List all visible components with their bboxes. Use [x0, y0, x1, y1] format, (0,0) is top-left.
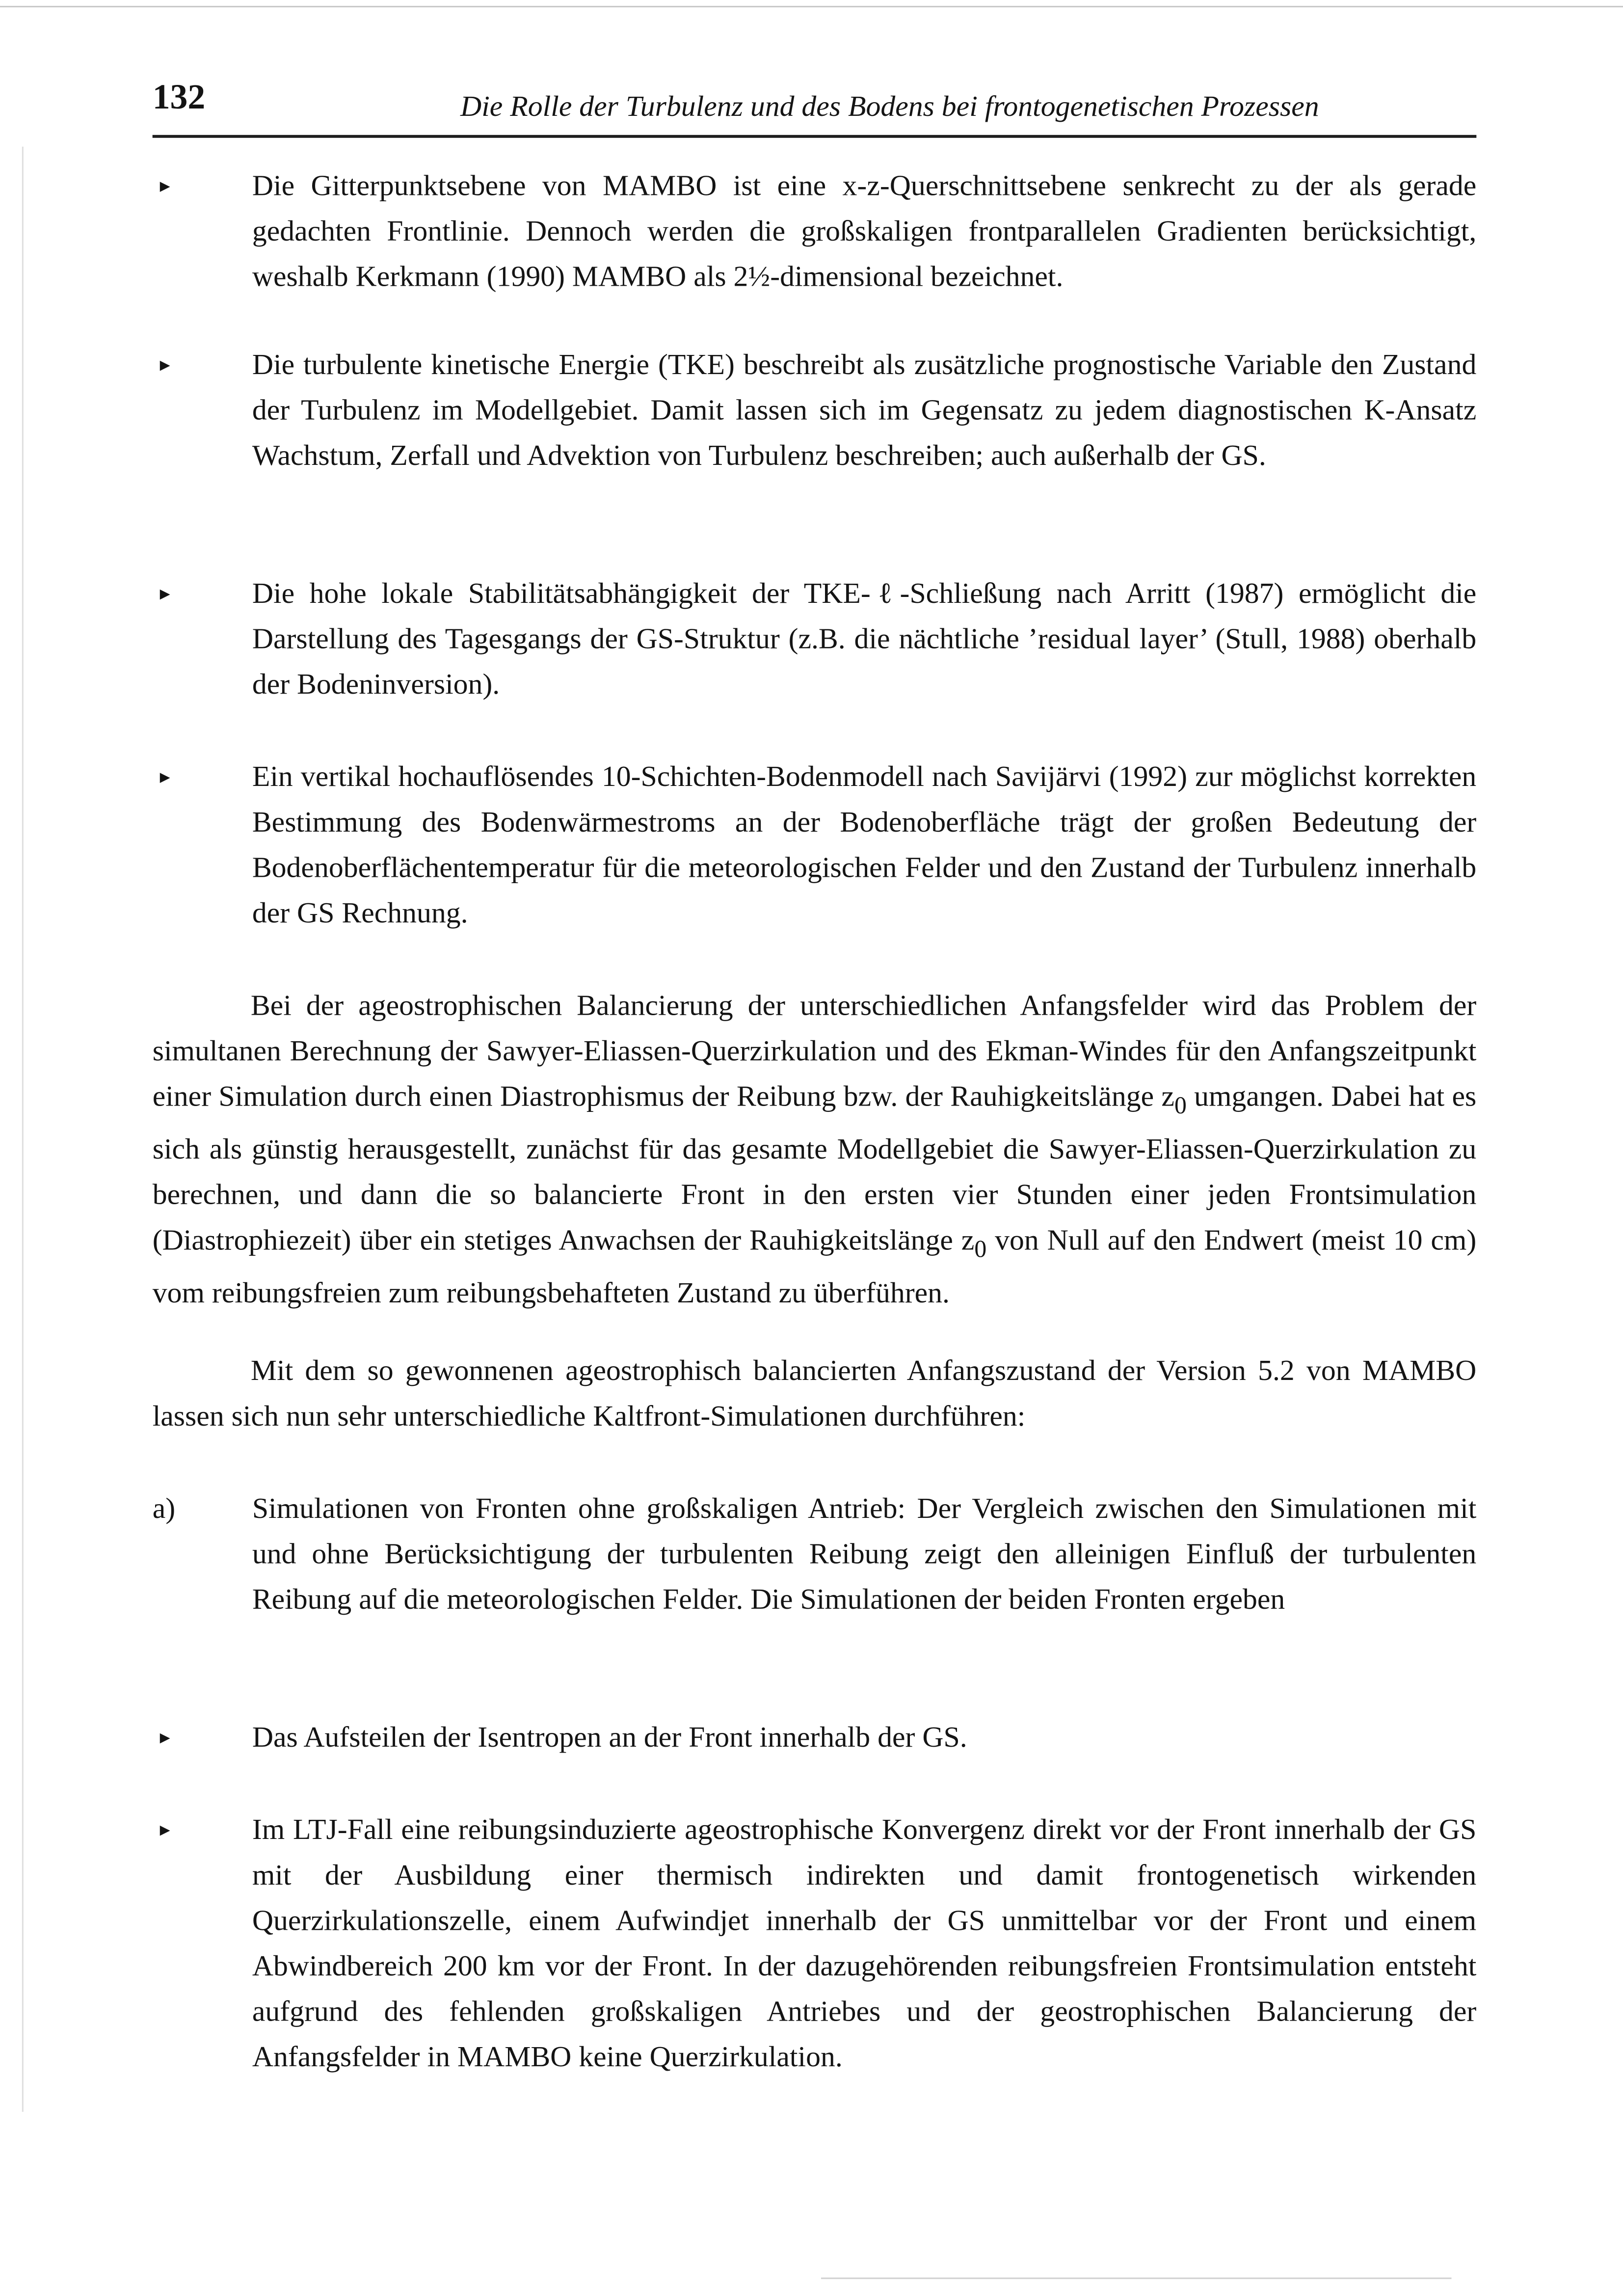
subscript: 0 [974, 1235, 987, 1263]
scan-edge-top [0, 6, 1623, 7]
list-item: Simulationen von Fronten ohne großskaligen Antrieb: Der Vergleich zwischen den Simulationen mit und ohne Berücksichtigung der turbulenten Reibung zeigt den alleinigen Einfluß der turbulenten Reibung auf die meteorologischen Felder. Die Simulationen der beiden Fronten ergeben [252, 1493, 1477, 1617]
header-rule [153, 135, 1477, 138]
scan-edge-left [22, 147, 24, 2112]
subscript: 0 [1174, 1091, 1187, 1119]
bullet-marker: ▸ [160, 354, 170, 377]
page-number: 132 [152, 79, 206, 117]
paragraph-text: von Null auf den Endwert (meist 10 cm) vom reibungsfreien zum reibungsbehafteten Zustand zu überführen. [152, 1224, 1477, 1310]
list-label: a) [152, 1493, 176, 1525]
bullet-item: Im LTJ-Fall eine reibungsinduzierte ageostrophische Konvergenz direkt vor der Front innerhalb der GS mit der Ausbildung einer thermisch indirekten und damit frontogenetisch wirkenden Querzirkulationszelle, einem Aufwindjet innerhalb der GS unmittelbar vor der Front und einem Abwindbereich 200 km vor der Front. In der dazugehörenden reibungsfreien Frontsimulation entsteht aufgrund des fehlenden großskaligen Antriebes und der geostrophischen Balancierung der Anfangsfelder in MAMBO keine Querzirkulation. [252, 1814, 1477, 2074]
body-paragraph [153, 984, 1477, 1317]
scan-edge-bottom [821, 2277, 1452, 2279]
paragraph-text: umgangen. Dabei hat es sich als günstig herausgestellt, zunächst für das gesamte Modellgebiet die Sawyer-Eliassen-Querzirkulation zu berechnen, und dann die so balancierte Front in den ersten vier Stunden einer jeden Frontsimulation (Diastrophiezeit) über ein stetiges Anwachsen der Rauhigkeitslänge z [152, 1080, 1477, 1257]
bullet-item: Die turbulente kinetische Energie (TKE) beschreibt als zusätzliche prognostische Variable den Zustand der Turbulenz im Modellgebiet. Damit lassen sich im Gegensatz zu jedem diagnostischen K-Ansatz Wachstum, Zerfall und Advektion von Turbulenz beschreiben; auch außerhalb der GS. [252, 349, 1477, 472]
body-paragraph: Mit dem so gewonnenen ageostrophisch balancierten Anfangszustand der Version 5.2 von MAMBO lassen sich nun sehr unterschiedliche Kaltfront-Simulationen durchführen: [152, 1355, 1477, 1433]
bullet-item: Das Aufsteilen der Isentropen an der Front innerhalb der GS. [252, 1722, 967, 1754]
bullet-marker: ▸ [160, 1820, 170, 1842]
bullet-item: Ein vertikal hochauflösendes 10-Schichten-Bodenmodell nach Savijärvi (1992) zur möglichst korrekten Bestimmung des Bodenwärmestroms an der Bodenoberfläche trägt der großen Bedeutung der Bodenoberflächentemperatur für die meteorologischen Felder und den Zustand der Turbulenz innerhalb der GS Rechnung. [252, 761, 1477, 930]
bullet-item: Die Gitterpunktsebene von MAMBO ist eine x-z-Querschnittsebene senkrecht zu der als gerade gedachten Frontlinie. Dennoch werden die großskaligen frontparallelen Gradienten berücksichtigt, weshalb Kerkmann (1990) MAMBO als 2½-dimensional bezeichnet. [252, 170, 1477, 294]
bullet-marker: ▸ [160, 767, 170, 789]
bullet-marker: ▸ [160, 1728, 170, 1750]
running-title: Die Rolle der Turbulenz und des Bodens bei frontogenetischen Prozessen [460, 91, 1319, 123]
paragraph-text: Bei der ageostrophischen Balancierung der unterschiedlichen Anfangsfelder wird das Problem der simultanen Berechnung der Sawyer-Eliassen-Querzirkulation und des Ekman-Windes für den Anfangszeitpunkt einer Simulation durch einen Diastrophismus der Reibung bzw. der Rauhigkeitslänge z [152, 990, 1477, 1113]
bullet-marker: ▸ [160, 583, 170, 606]
bullet-item: Die hohe lokale Stabilitätsabhängigkeit der TKE-ℓ-Schließung nach Arritt (1987) ermöglicht die Darstellung des Tagesgangs der GS-Struktur (z.B. die nächtliche ’residual layer’ (Stull, 1988) oberhalb der Bodeninversion). [252, 578, 1477, 701]
bullet-marker: ▸ [160, 176, 170, 198]
